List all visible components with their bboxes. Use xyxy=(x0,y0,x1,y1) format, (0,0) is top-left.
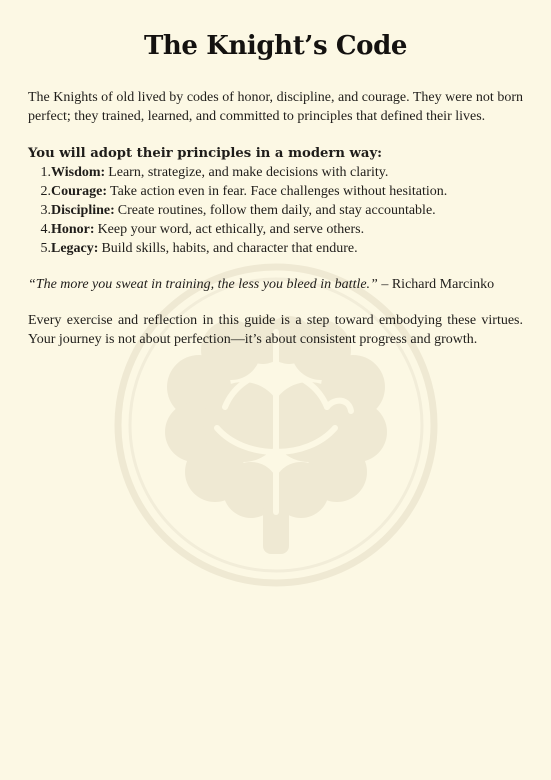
principles-heading: You will adopt their principles in a modern way: xyxy=(28,146,382,161)
quote-attribution: – Richard Marcinko xyxy=(377,277,495,292)
list-item xyxy=(38,220,523,239)
principle-term: Courage: xyxy=(51,184,107,199)
principle-text: Take action even in fear. Face challenges without hesitation. xyxy=(110,184,448,199)
intro-paragraph: The Knights of old lived by codes of honor, discipline, and courage. They were not born perfect; they trained, learned, and committed to principles that defined their lives. xyxy=(28,90,523,124)
list-item xyxy=(38,201,523,220)
principle-term: Wisdom: xyxy=(51,165,106,180)
principle-text: Learn, strategize, and make decisions with clarity. xyxy=(108,165,389,180)
list-number: 4. xyxy=(40,222,51,237)
principle-term: Discipline: xyxy=(51,203,115,218)
closing-paragraph: Every exercise and reflection in this guide is a step toward embodying these virtues. Your journey is not about perfection—it’s about consistent progress and growth. xyxy=(28,313,523,347)
principle-term: Honor: xyxy=(51,222,95,237)
list-number: 3. xyxy=(40,203,51,218)
principle-text: Keep your word, act ethically, and serve others. xyxy=(97,222,365,237)
list-item xyxy=(38,163,523,182)
list-number: 5. xyxy=(40,241,51,256)
principle-term: Legacy: xyxy=(51,241,99,256)
page-title: The Knight’s Code xyxy=(143,31,407,61)
quote-text: “The more you sweat in training, the less you bleed in battle.” xyxy=(28,277,378,292)
principles-list xyxy=(28,163,523,258)
quote-line xyxy=(28,275,523,294)
list-number: 2. xyxy=(40,184,51,199)
list-item xyxy=(38,182,523,201)
principle-text: Build skills, habits, and character that endure. xyxy=(101,241,358,256)
list-item xyxy=(38,239,523,258)
principle-text: Create routines, follow them daily, and stay accountable. xyxy=(117,203,436,218)
list-number: 1. xyxy=(40,165,51,180)
document-page xyxy=(0,0,551,349)
